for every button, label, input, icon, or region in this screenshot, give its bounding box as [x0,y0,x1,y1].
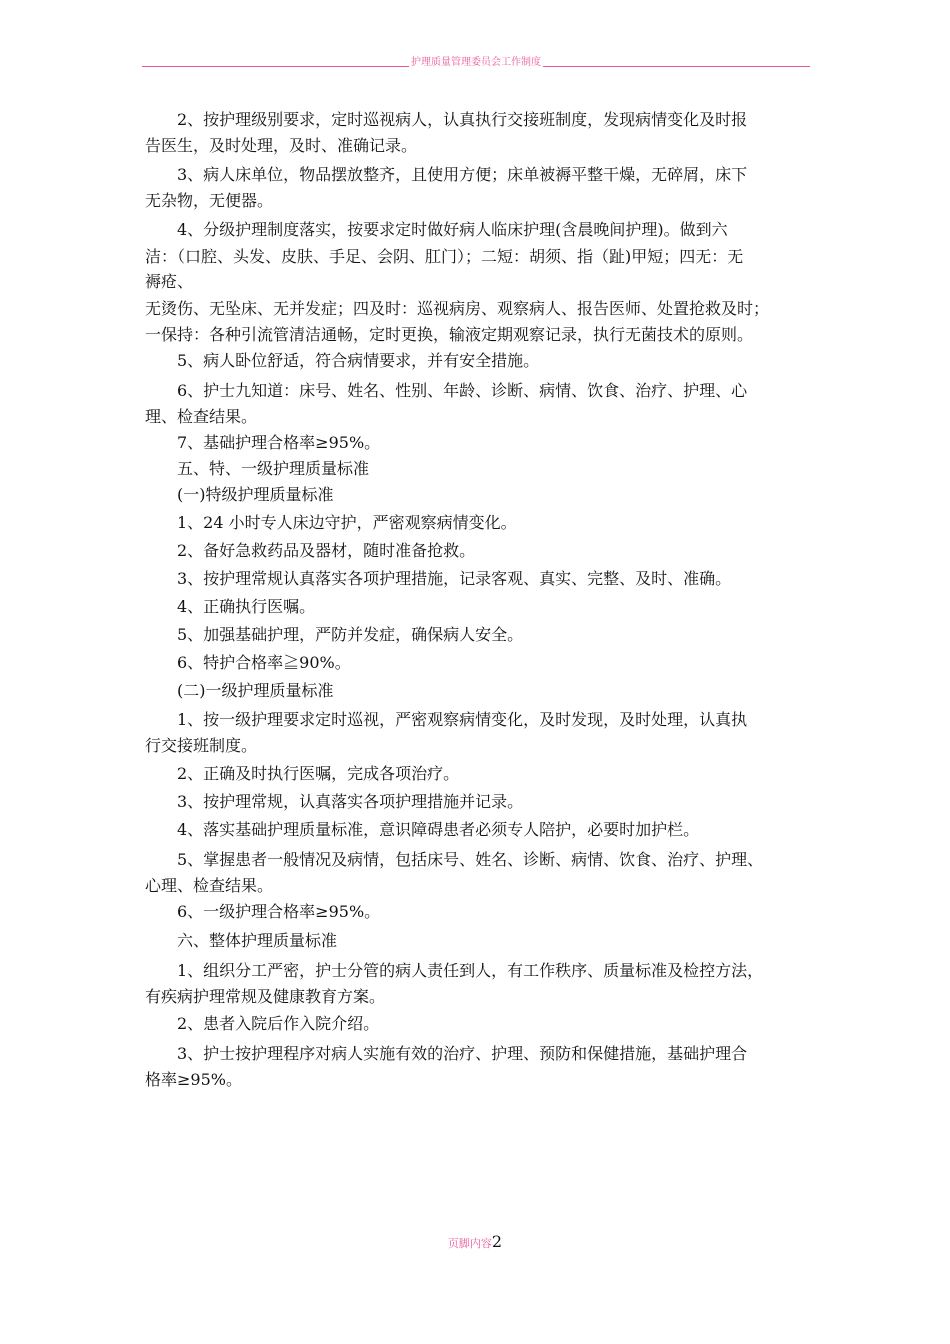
header-title [142,57,810,69]
text-line: 5、病人卧位舒适，符合病情要求，并有安全措施。 [145,351,540,370]
text-line: 一保持：各种引流管清洁通畅，定时更换，输液定期观察记录，执行无菌技术的原则。 [145,325,754,344]
text-line: 行交接班制度。 [145,736,258,755]
text-line: 五、特、一级护理质量标准 [145,459,370,478]
text-line: 1、按一级护理要求定时巡视，严密观察病情变化，及时发现，及时处理，认真执 [145,710,748,729]
text-line: 2、患者入院后作入院介绍。 [145,1014,380,1033]
text-line: 5、加强基础护理，严防并发症，确保病人安全。 [145,625,524,644]
text-line: 1、组织分工严密，护士分管的病人责任到人，有工作秩序、质量标准及检控方法， [145,961,764,980]
text-line: 4、分级护理制度落实，按要求定时做好病人临床护理(含晨晚间护理)。做到六 [145,220,728,239]
text-line: 洁：（口腔、头发、皮肤、手足、会阴、肛门）；二短：胡须、指（趾)甲短；四无：无 [145,247,744,266]
page-footer [0,1232,950,1251]
text-line: 4、正确执行医嘱。 [145,597,316,616]
header-title-text: 护理质量管理委员会工作制度 [411,57,541,68]
page-number: 2 [491,1232,503,1251]
text-line: 3、病人床单位，物品摆放整齐，且使用方便；床单被褥平整干燥，无碎屑，床下 [145,165,748,184]
text-line: 6、特护合格率≧90%。 [145,653,351,672]
text-line: 3、按护理常规认真落实各项护理措施，记录客观、真实、完整、及时、准确。 [145,569,732,588]
text-line: 3、按护理常规，认真落实各项护理措施并记录。 [145,792,524,811]
text-line: 5、掌握患者一般情况及病情，包括床号、姓名、诊断、病情、饮食、治疗、护理、 [145,850,764,869]
text-line: 3、护士按护理程序对病人实施有效的治疗、护理、预防和保健措施，基础护理合 [145,1044,748,1063]
text-line: (一)特级护理质量标准 [145,485,334,504]
text-line: 无烫伤、无坠床、无并发症；四及时：巡视病房、观察病人、报告医师、处置抢救及时； [145,299,770,318]
text-line: 有疾病护理常规及健康教育方案。 [145,987,386,1006]
text-line: 褥疮、 [145,272,194,291]
text-line: 理、检查结果。 [145,407,258,426]
text-line: 2、正确及时执行医嘱，完成各项治疗。 [145,764,460,783]
text-line: 心理、检查结果。 [145,876,274,895]
text-line: 2、备好急救药品及器材，随时准备抢救。 [145,541,476,560]
text-line: 无杂物，无便器。 [145,191,274,210]
text-line: 告医生，及时处理，及时、准确记录。 [145,136,418,155]
text-line: 4、落实基础护理质量标准，意识障碍患者必须专人陪护，必要时加护栏。 [145,820,700,839]
document-body [145,107,815,1089]
text-line: 格率≥95%。 [145,1070,242,1089]
text-line: 7、基础护理合格率≥95%。 [145,433,381,452]
text-line: 1、24 小时专人床边守护，严密观察病情变化。 [145,513,517,532]
text-line: (二)一级护理质量标准 [145,681,334,700]
text-line: 2、按护理级别要求，定时巡视病人，认真执行交接班制度，发现病情变化及时报 [145,110,748,129]
footer-label: 页脚内容 [447,1237,492,1250]
text-line: 6、一级护理合格率≥95%。 [145,902,381,921]
text-line: 六、整体护理质量标准 [145,931,338,950]
text-line: 6、护士九知道：床号、姓名、性别、年龄、诊断、病情、饮食、治疗、护理、心 [145,381,748,400]
